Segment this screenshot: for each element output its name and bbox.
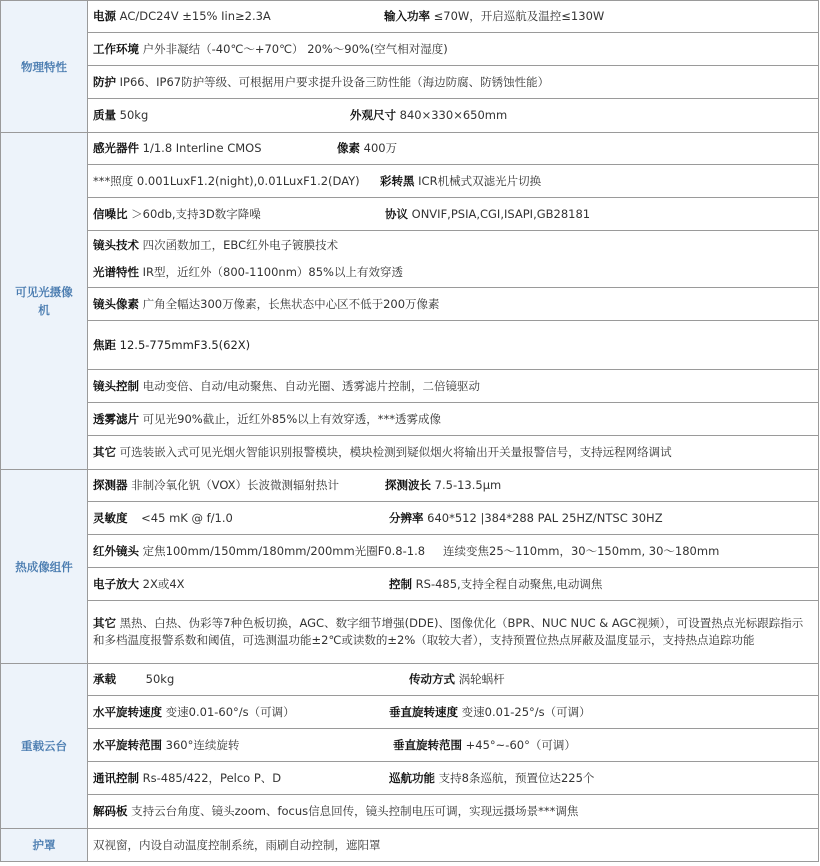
env-value: 户外非凝结（-40℃～+70℃） 20%～90%(空气相对湿度) <box>142 41 448 56</box>
spec-cell <box>88 231 819 288</box>
sensitivity-value: <45 mK @ f/1.0 <box>141 511 233 525</box>
size-value: 840×330×650mm <box>399 108 508 122</box>
spec-row <box>1 664 819 696</box>
drive-key: 传动方式 <box>409 672 455 686</box>
fog-filter-value: 可见光90%截止，近红外85%以上有效穿透，***透雾成像 <box>142 411 442 426</box>
sensitivity-key: 灵敏度 <box>93 511 128 525</box>
spec-row <box>1 198 819 231</box>
spec-row <box>1 66 819 99</box>
spec-row <box>1 321 819 370</box>
category-ptz: 重载云台 <box>1 664 88 829</box>
spec-cell <box>88 133 819 165</box>
spec-cell <box>88 601 819 664</box>
wavelength-key: 探测波长 <box>385 478 431 492</box>
thermal-control-key: 控制 <box>389 577 412 591</box>
spec-row <box>1 696 819 729</box>
protocol-key: 协议 <box>385 207 408 221</box>
spec-row <box>1 288 819 321</box>
ir-lens-key: 红外镜头 <box>93 544 139 558</box>
spec-cell <box>88 470 819 502</box>
thermal-control-value: RS-485,支持全程自动聚焦,电动调焦 <box>415 577 603 591</box>
spectrum-value: IR型，近红外（800-1100nm）85%以上有效穿透 <box>142 265 403 279</box>
drive-value: 涡轮蜗杆 <box>458 672 505 686</box>
focal-key: 焦距 <box>93 337 116 352</box>
mass-value: 50kg <box>119 108 149 122</box>
spec-row <box>1 133 819 165</box>
spec-row <box>1 502 819 535</box>
power-key: 电源 <box>93 9 116 23</box>
load-value: 50kg <box>145 672 175 686</box>
e-zoom-value: 2X或4X <box>142 577 185 591</box>
spec-row <box>1 403 819 436</box>
spec-row <box>1 535 819 568</box>
visible-other-key: 其它 <box>93 445 116 459</box>
spec-row <box>1 601 819 664</box>
spec-row <box>1 165 819 198</box>
decoder-value: 支持云台角度、镜头zoom、focus信息回传，镜头控制电压可调，实现远摄场景***调焦 <box>131 804 579 818</box>
spectrum-key: 光谱特性 <box>93 265 139 279</box>
spec-cell <box>88 198 819 231</box>
spec-cell <box>88 696 819 729</box>
v-speed-value: 变速0.01-25°/s（可调） <box>461 705 591 719</box>
spec-row <box>1 231 819 288</box>
h-speed-key: 水平旋转速度 <box>93 705 162 719</box>
spec-cell <box>88 568 819 601</box>
decoder-key: 解码板 <box>93 804 128 818</box>
cruise-value: 支持8条巡航，预置位达225个 <box>438 771 595 785</box>
ir-lens-value: 定焦100mm/150mm/180mm/200mm光圈F0.8-1.8 <box>142 544 426 558</box>
spec-row <box>1 568 819 601</box>
snr-value: ＞60db,支持3D数字降噪 <box>131 207 261 221</box>
protocol-value: ONVIF,PSIA,CGI,ISAPI,GB28181 <box>411 207 591 221</box>
comm-control-key: 通讯控制 <box>93 771 139 785</box>
protection-key: 防护 <box>93 74 116 89</box>
lens-pixel-key: 镜头像素 <box>93 296 139 311</box>
spec-cell <box>88 436 819 470</box>
spec-row <box>1 470 819 502</box>
lux-value: ***照度 0.001LuxF1.2(night),0.01LuxF1.2(DAY) <box>93 174 360 188</box>
spec-row <box>1 370 819 403</box>
spec-cell <box>88 288 819 321</box>
snr-key: 信噪比 <box>93 207 128 221</box>
mass-key: 质量 <box>93 108 116 122</box>
h-range-value: 360°连续旋转 <box>165 738 240 752</box>
spec-cell <box>88 165 819 198</box>
spec-cell <box>88 729 819 762</box>
input-power-value: ≤70W，开启巡航及温控≤130W <box>433 9 605 23</box>
v-range-key: 垂直旋转范围 <box>393 738 462 752</box>
spec-row <box>1 1 819 33</box>
spec-row <box>1 436 819 470</box>
color-switch-key: 彩转黑 <box>380 174 415 188</box>
detector-key: 探测器 <box>93 478 128 492</box>
cover-value: 双视窗，内设自动温度控制系统，雨刷自动控制，遮阳罩 <box>93 837 381 852</box>
protection-value: IP66、IP67防护等级、可根据用户要求提升设备三防性能（海边防腐、防锈蚀性能） <box>119 74 550 89</box>
lens-tech-value: 四次函数加工，EBC红外电子镀膜技术 <box>142 238 339 252</box>
focal-value: 12.5-775mmF3.5(62X) <box>119 337 251 352</box>
spec-row <box>1 762 819 795</box>
spec-cell <box>88 664 819 696</box>
spec-cell <box>88 33 819 66</box>
comm-control-value: Rs-485/422，Pelco P、D <box>142 771 282 785</box>
power-value: AC/DC24V ±15% Iin≥2.3A <box>119 9 271 23</box>
lens-pixel-value: 广角全幅达300万像素，长焦状态中心区不低于200万像素 <box>142 296 440 311</box>
spec-row <box>1 795 819 829</box>
load-key: 承载 <box>93 672 116 686</box>
spec-cell <box>88 795 819 829</box>
wavelength-value: 7.5-13.5μm <box>434 478 502 492</box>
h-speed-value: 变速0.01-60°/s（可调） <box>165 705 295 719</box>
fog-filter-key: 透雾滤片 <box>93 411 139 426</box>
spec-cell <box>88 99 819 133</box>
e-zoom-key: 电子放大 <box>93 577 139 591</box>
spec-cell <box>88 762 819 795</box>
pixel-value: 400万 <box>363 141 398 155</box>
h-range-key: 水平旋转范围 <box>93 738 162 752</box>
category-cover: 护罩 <box>1 829 88 862</box>
lens-control-value: 电动变倍、自动/电动聚焦、自动光圈、透雾滤片控制，二倍镜驱动 <box>142 378 481 393</box>
spec-row <box>1 33 819 66</box>
color-switch-value: ICR机械式双滤光片切换 <box>418 174 542 188</box>
v-range-value: +45°~-60°（可调） <box>465 738 576 752</box>
spec-cell <box>88 403 819 436</box>
env-key: 工作环境 <box>93 41 139 56</box>
lens-tech-key: 镜头技术 <box>93 238 139 252</box>
lens-control-key: 镜头控制 <box>93 378 139 393</box>
detector-value: 非制冷氧化钒（VOX）长波微测辐射热计 <box>131 478 340 492</box>
category-thermal: 热成像组件 <box>1 470 88 664</box>
v-speed-key: 垂直旋转速度 <box>389 705 458 719</box>
category-visible-camera <box>1 133 88 470</box>
category-visible-label: 可见光摄像机 <box>15 285 73 317</box>
spec-cell <box>88 535 819 568</box>
input-power-key: 输入功率 <box>384 9 430 23</box>
spec-cell <box>88 829 819 862</box>
resolution-key: 分辨率 <box>389 511 424 525</box>
thermal-other-key: 其它 <box>93 616 116 630</box>
spec-cell <box>88 370 819 403</box>
spec-row <box>1 99 819 133</box>
spec-cell <box>88 502 819 535</box>
cruise-key: 巡航功能 <box>389 771 435 785</box>
size-key: 外观尺寸 <box>350 108 396 122</box>
spec-cell <box>88 66 819 99</box>
spec-row <box>1 729 819 762</box>
spec-cell <box>88 321 819 370</box>
spec-cell <box>88 1 819 33</box>
continuous-zoom-value: 连续变焦25～110mm，30～150mm, 30～180mm <box>443 544 720 558</box>
visible-other-value: 可选装嵌入式可见光烟火智能识别报警模块，模块检测到疑似烟火将输出开关量报警信号，支持远程网络调试 <box>119 445 672 459</box>
category-physical: 物理特性 <box>1 1 88 133</box>
pixel-key: 像素 <box>337 141 360 155</box>
sensor-value: 1/1.8 Interline CMOS <box>142 141 262 155</box>
thermal-other-value: 黑热、白热、伪彩等7种色板切换，AGC、数字细节增强(DDE)、图像优化（BPR、NUC NUC & AGC视频），可设置热点光标跟踪指示和多档温度报警系数和阈值，可选测温功能±2℃或读数的±2%（取较大者），支持预置位热点屏蔽及温度显示，支持热点追踪功能 <box>93 616 804 647</box>
spec-row <box>1 829 819 862</box>
resolution-value: 640*512 |384*288 PAL 25HZ/NTSC 30HZ <box>427 511 663 525</box>
sensor-key: 感光器件 <box>93 141 139 155</box>
